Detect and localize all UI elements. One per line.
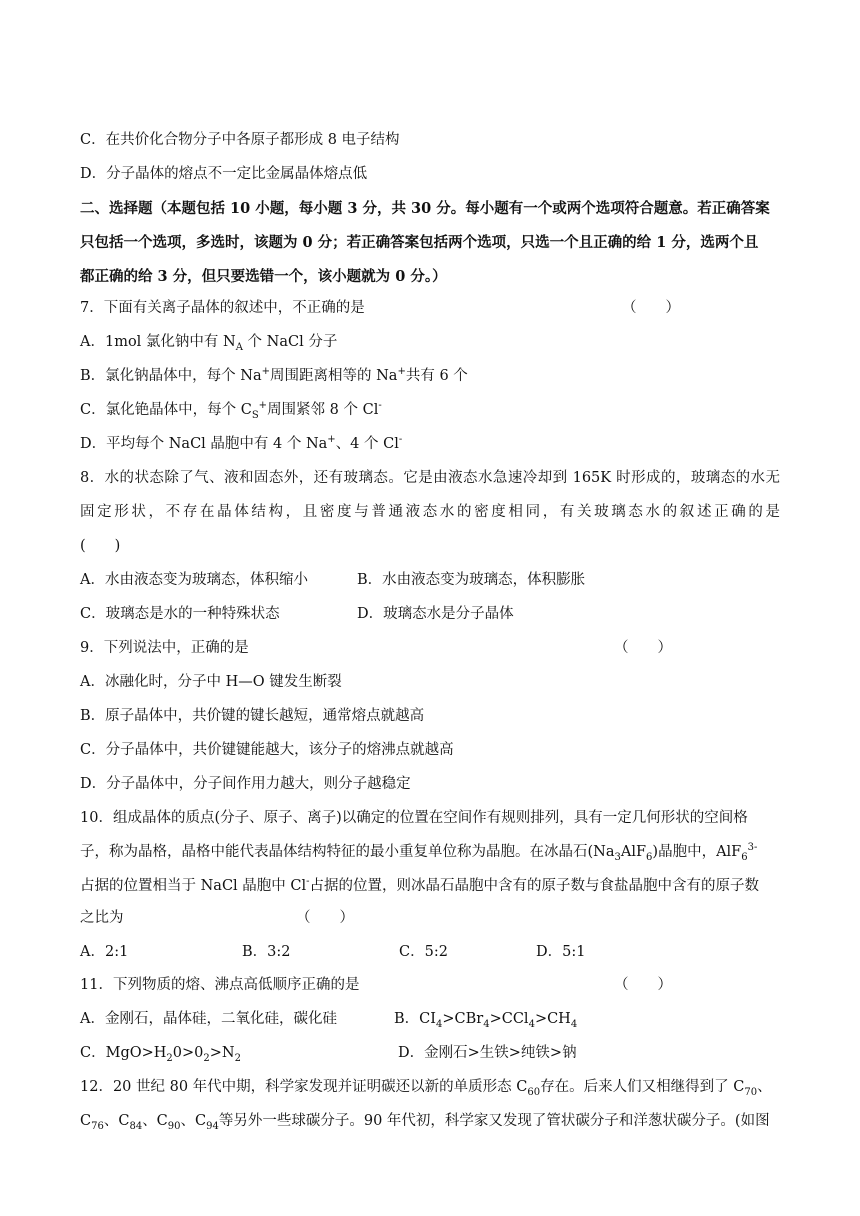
- q8-option-c: C．玻璃态是水的一种特殊状态: [80, 606, 280, 622]
- q8-option-a: A．水由液态变为玻璃态，体积缩小: [80, 572, 308, 588]
- q11-option-c: C．$MgO>H_20>0_2>N_2$: [80, 1045, 241, 1064]
- q8-stem-line2: 固定形状，不存在晶体结构，且密度与普通液态水的密度相同，有关玻璃态水的叙述正确的是: [80, 504, 780, 520]
- q7-stem: 7．下面有关离子晶体的叙述中，不正确的是: [80, 300, 365, 316]
- q9-stem: 9．下列说法中，正确的是: [80, 640, 249, 656]
- q7-option-c: C．氯化铯晶体中，每个 $C_S^+$周围紧邻 8 个 Cl-: [80, 400, 382, 421]
- q9-option-a: A．冰融化时，分子中 H—O 键发生断裂: [80, 674, 342, 690]
- q10-answer-paren: （ ）: [296, 910, 354, 926]
- q10-option-b: B．3:2: [242, 944, 291, 960]
- q11-option-b: B．$CI_4>CBr_4>CCl_4>CH_4$: [394, 1011, 578, 1030]
- section2-instructions-line3: 都正确的给 3 分，但只要选错一个，该小题就为 0 分。）: [80, 268, 447, 285]
- section2-instructions-line2: 只包括一个选项，多选时，该题为 0 分；若正确答案包括两个选项，只选一个且正确的给 1 分，选两个且: [80, 234, 759, 251]
- q9-option-b: B．原子晶体中，共价键的键长越短，通常熔点就越高: [80, 708, 425, 724]
- q12-stem-line2: $C_{76}$、$C_{84}$、$C_{90}$、$C_{94}$等另外一些球碳分子。90 年代初，科学家又发现了管状碳分子和洋葱状碳分子。(如图: [80, 1113, 770, 1132]
- q7-answer-paren: （ ）: [622, 300, 680, 316]
- q7-option-a: A．1mol 氯化钠中有 $N_A$ 个 NaCl 分子: [80, 334, 338, 353]
- q10-option-c: C．5:2: [399, 944, 448, 960]
- q7-option-b: B．氯化钠晶体中，每个 Na+周围距离相等的 Na+共有 6 个: [80, 366, 468, 384]
- q6-option-d: D．分子晶体的熔点不一定比金属晶体熔点低: [80, 166, 368, 182]
- q10-stem-line4: 之比为: [80, 910, 124, 926]
- q6-option-c: C．在共价化合物分子中各原子都形成 8 电子结构: [80, 132, 400, 148]
- q10-stem-line3: 占据的位置相当于 NaCl 晶胞中 Cl-占据的位置，则冰晶石晶胞中含有的原子数与食盐晶胞中含有的原子数: [80, 876, 760, 894]
- section2-instructions-line1: 二、选择题（本题包括 10 小题，每小题 3 分，共 30 分。每小题有一个或两个选项符合题意。若正确答案: [80, 200, 770, 217]
- q10-stem-line1: 10．组成晶体的质点(分子、原子、离子)以确定的位置在空间作有规则排列，具有一定几何形状的空间格: [80, 810, 748, 826]
- q10-option-d: D．5:1: [536, 944, 586, 960]
- q11-option-a: A．金刚石，晶体硅，二氧化硅，碳化硅: [80, 1011, 337, 1027]
- q9-answer-paren: （ ）: [614, 640, 672, 656]
- q10-stem-line2: 子，称为晶格，晶格中能代表晶体结构特征的最小重复单位称为晶胞。在冰晶石$(Na_3AlF_6)$晶胞中，AlF$_6^{3-}$: [80, 842, 758, 863]
- q11-option-d: D．金刚石>生铁>纯铁>钠: [398, 1045, 577, 1061]
- q8-option-b: B．水由液态变为玻璃态，体积膨胀: [357, 572, 586, 588]
- q11-stem: 11．下列物质的熔、沸点高低顺序正确的是: [80, 977, 360, 993]
- q8-answer-paren: ( ): [80, 538, 121, 554]
- q8-option-d: D．玻璃态水是分子晶体: [357, 606, 514, 622]
- q9-option-c: C．分子晶体中，共价键键能越大，该分子的熔沸点就越高: [80, 742, 454, 758]
- q8-stem-line1: 8．水的状态除了气、液和固态外，还有玻璃态。它是由液态水急速冷却到 165K 时形成的，玻璃态的水无: [80, 470, 780, 486]
- q11-answer-paren: （ ）: [614, 977, 672, 993]
- q7-option-d: D．平均每个 NaCl 晶胞中有 4 个 Na+、4 个 Cl-: [80, 434, 403, 452]
- q12-stem-line1: 12．20 世纪 80 年代中期，科学家发现并证明碳还以新的单质形态 $C_{60}$存在。后来人们又相继得到了 $C_{70}$、: [80, 1079, 772, 1098]
- q9-option-d: D．分子晶体中，分子间作用力越大，则分子越稳定: [80, 776, 411, 792]
- q10-option-a: A．2:1: [80, 944, 129, 960]
